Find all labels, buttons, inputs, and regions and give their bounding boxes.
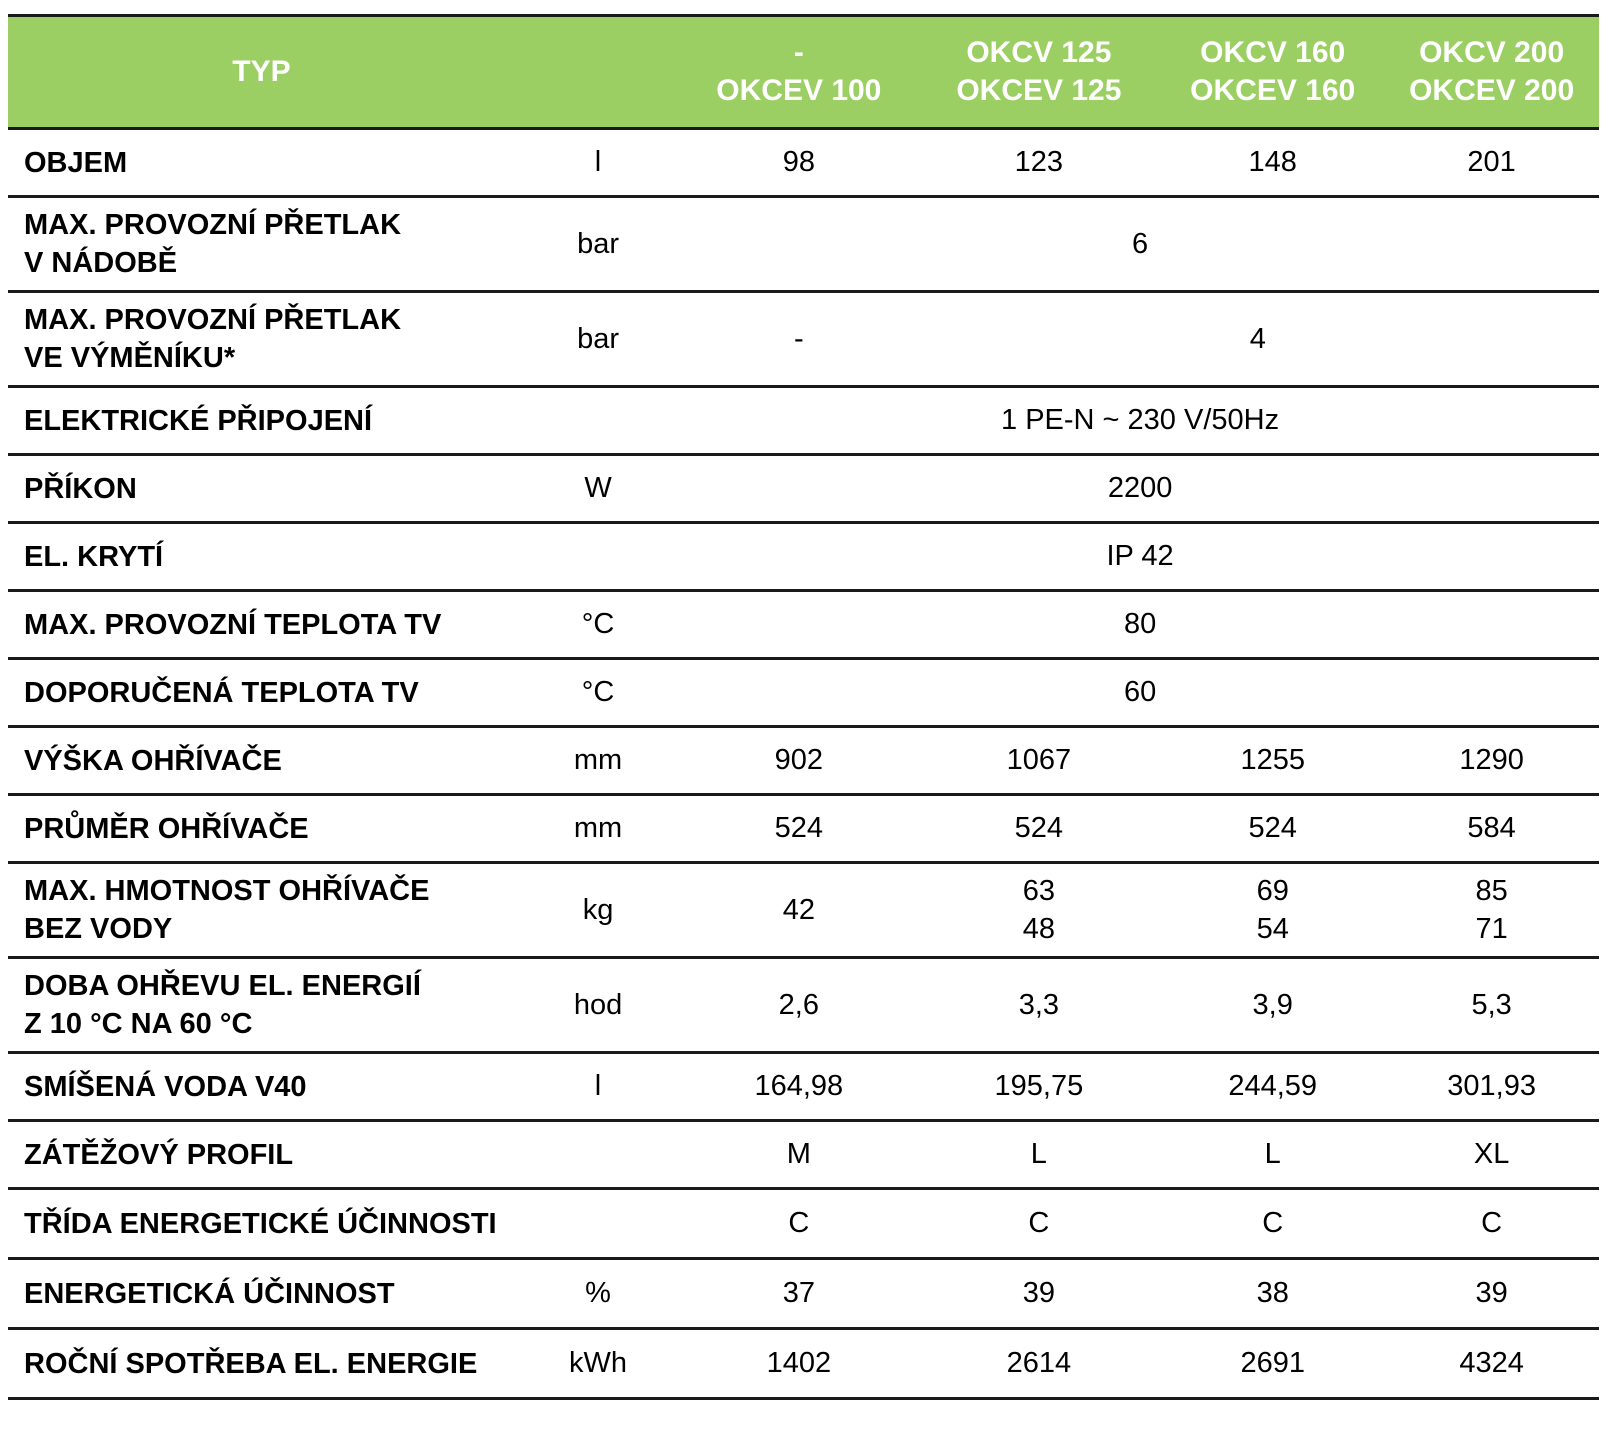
row-unit: mm <box>515 727 681 795</box>
row-label: PRŮMĚR OHŘÍVAČE <box>8 795 515 863</box>
table-row <box>8 1053 1599 1121</box>
table-row <box>8 1329 1599 1399</box>
row-label: MAX. PROVOZNÍ PŘETLAK V NÁDOBĚ <box>8 197 515 292</box>
cell-value: 1402 <box>681 1329 916 1399</box>
cell-value: 123 <box>917 129 1162 197</box>
cell-value: 4324 <box>1384 1329 1599 1399</box>
cell-value: 98 <box>681 129 916 197</box>
row-label: DOBA OHŘEVU EL. ENERGIÍ Z 10 °C NA 60 °C <box>8 958 515 1053</box>
cell-value: 584 <box>1384 795 1599 863</box>
row-label: MAX. PROVOZNÍ PŘETLAK VE VÝMĚNÍKU* <box>8 292 515 387</box>
cell-value: 3,9 <box>1161 958 1384 1053</box>
header-unit <box>515 16 681 129</box>
header-model-1: - OKCEV 100 <box>681 16 916 129</box>
table-row <box>8 387 1599 455</box>
row-unit: °C <box>515 659 681 727</box>
cell-value: 1290 <box>1384 727 1599 795</box>
header-typ: TYP <box>8 16 515 129</box>
row-unit <box>515 387 681 455</box>
cell-value: 39 <box>917 1259 1162 1329</box>
cell-value: 2691 <box>1161 1329 1384 1399</box>
cell-value: L <box>917 1121 1162 1189</box>
cell-value: 80 <box>681 591 1599 659</box>
row-unit: mm <box>515 795 681 863</box>
cell-value: 39 <box>1384 1259 1599 1329</box>
row-unit: % <box>515 1259 681 1329</box>
cell-value: 301,93 <box>1384 1053 1599 1121</box>
row-label: VÝŠKA OHŘÍVAČE <box>8 727 515 795</box>
row-label: SMÍŠENÁ VODA V40 <box>8 1053 515 1121</box>
cell-value: C <box>917 1189 1162 1259</box>
cell-value: 6 <box>681 197 1599 292</box>
header-model-2: OKCV 125 OKCEV 125 <box>917 16 1162 129</box>
cell-value: 524 <box>681 795 916 863</box>
cell-value: 195,75 <box>917 1053 1162 1121</box>
row-unit: W <box>515 455 681 523</box>
row-unit: kg <box>515 863 681 958</box>
header-row <box>8 16 1599 129</box>
table-row <box>8 455 1599 523</box>
cell-value: 60 <box>681 659 1599 727</box>
cell-value: 524 <box>1161 795 1384 863</box>
cell-value: 42 <box>681 863 916 958</box>
table-row <box>8 591 1599 659</box>
cell-value: 69 54 <box>1161 863 1384 958</box>
cell-value: 5,3 <box>1384 958 1599 1053</box>
cell-value: 37 <box>681 1259 916 1329</box>
row-label: DOPORUČENÁ TEPLOTA TV <box>8 659 515 727</box>
cell-value: 148 <box>1161 129 1384 197</box>
cell-value: 3,3 <box>917 958 1162 1053</box>
cell-value: 201 <box>1384 129 1599 197</box>
table-row <box>8 523 1599 591</box>
cell-value: 85 71 <box>1384 863 1599 958</box>
cell-value: IP 42 <box>681 523 1599 591</box>
cell-value: 2614 <box>917 1329 1162 1399</box>
cell-value: 244,59 <box>1161 1053 1384 1121</box>
cell-value: 524 <box>917 795 1162 863</box>
cell-value: 2,6 <box>681 958 916 1053</box>
row-label: EL. KRYTÍ <box>8 523 515 591</box>
table-row <box>8 1189 1599 1259</box>
cell-value: 2200 <box>681 455 1599 523</box>
header-model-4: OKCV 200 OKCEV 200 <box>1384 16 1599 129</box>
row-unit <box>515 1121 681 1189</box>
cell-value: C <box>1384 1189 1599 1259</box>
table-row <box>8 129 1599 197</box>
row-label: MAX. HMOTNOST OHŘÍVAČE BEZ VODY <box>8 863 515 958</box>
row-label: ELEKTRICKÉ PŘIPOJENÍ <box>8 387 515 455</box>
cell-value: 1 PE-N ~ 230 V/50Hz <box>681 387 1599 455</box>
row-label: TŘÍDA ENERGETICKÉ ÚČINNOSTI <box>8 1189 515 1259</box>
row-label: ZÁTĚŽOVÝ PROFIL <box>8 1121 515 1189</box>
cell-value: 902 <box>681 727 916 795</box>
row-label: ROČNÍ SPOTŘEBA EL. ENERGIE <box>8 1329 515 1399</box>
header-model-3: OKCV 160 OKCEV 160 <box>1161 16 1384 129</box>
table-row <box>8 863 1599 958</box>
spec-table <box>8 14 1599 1400</box>
table-row <box>8 958 1599 1053</box>
table-row <box>8 1121 1599 1189</box>
row-label: MAX. PROVOZNÍ TEPLOTA TV <box>8 591 515 659</box>
cell-value: C <box>1161 1189 1384 1259</box>
row-label: PŘÍKON <box>8 455 515 523</box>
cell-value: 1255 <box>1161 727 1384 795</box>
row-unit: l <box>515 129 681 197</box>
table-row <box>8 197 1599 292</box>
cell-value: M <box>681 1121 916 1189</box>
row-unit: hod <box>515 958 681 1053</box>
row-unit: bar <box>515 197 681 292</box>
cell-value: 1067 <box>917 727 1162 795</box>
cell-value: 4 <box>917 292 1599 387</box>
table-row <box>8 292 1599 387</box>
cell-value: 164,98 <box>681 1053 916 1121</box>
table-row <box>8 659 1599 727</box>
cell-value: L <box>1161 1121 1384 1189</box>
cell-value: XL <box>1384 1121 1599 1189</box>
row-label: OBJEM <box>8 129 515 197</box>
cell-value: 38 <box>1161 1259 1384 1329</box>
row-unit <box>515 523 681 591</box>
row-unit: kWh <box>515 1329 681 1399</box>
row-unit <box>515 1189 681 1259</box>
row-unit: °C <box>515 591 681 659</box>
row-unit: l <box>515 1053 681 1121</box>
cell-value: C <box>681 1189 916 1259</box>
table-row <box>8 795 1599 863</box>
table-row <box>8 1259 1599 1329</box>
row-unit: bar <box>515 292 681 387</box>
table-row <box>8 727 1599 795</box>
cell-value: - <box>681 292 916 387</box>
cell-value: 63 48 <box>917 863 1162 958</box>
row-label: ENERGETICKÁ ÚČINNOST <box>8 1259 515 1329</box>
